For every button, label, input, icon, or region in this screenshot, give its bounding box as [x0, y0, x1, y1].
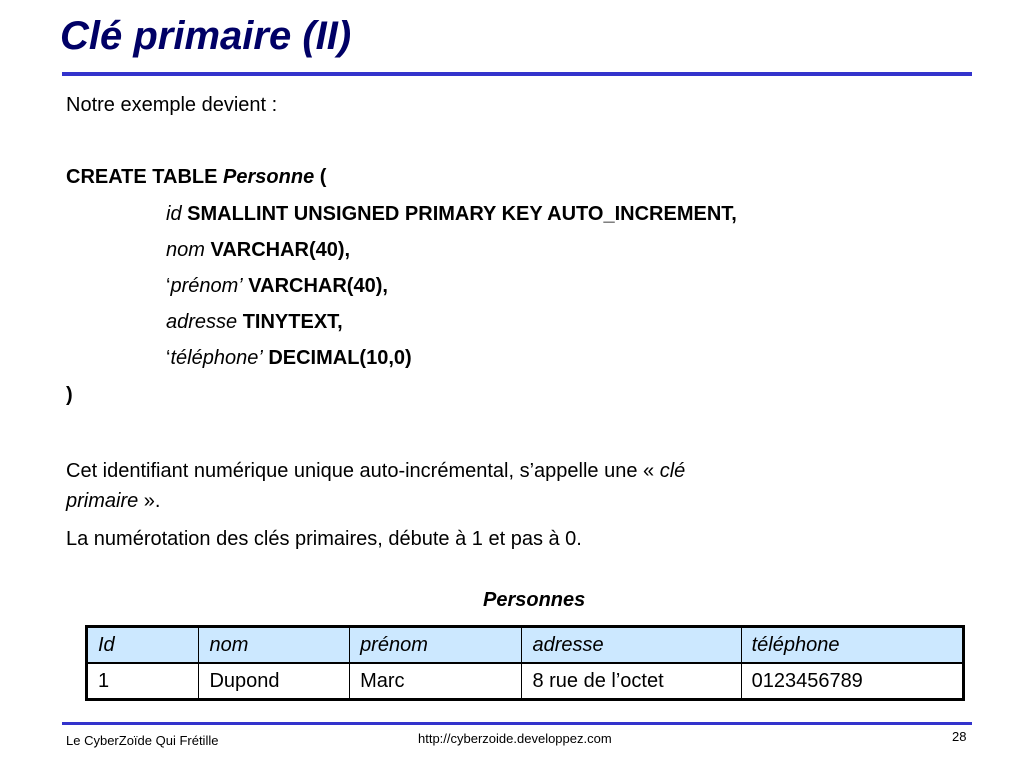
explanation-line-3: La numérotation des clés primaires, débute à 1 et pas à 0.	[66, 528, 582, 550]
personnes-table	[85, 625, 965, 701]
table-cell: 0123456789	[741, 663, 963, 700]
sql-field-name: téléphone’	[170, 347, 263, 369]
sql-field-type: SMALLINT UNSIGNED PRIMARY KEY AUTO_INCREMENT,	[187, 203, 737, 225]
sql-field-name: nom	[166, 239, 205, 261]
sql-field-type: DECIMAL(10,0)	[268, 347, 412, 369]
page-number: 28	[952, 729, 967, 744]
sql-field-name: id	[166, 203, 182, 225]
table-row	[87, 663, 964, 700]
sql-create-line	[66, 165, 326, 189]
sql-table-name: Personne	[223, 166, 315, 188]
title-underline	[62, 72, 972, 76]
sql-field-row	[166, 346, 412, 370]
sql-field-quote: ‘	[166, 347, 171, 369]
sql-create-keyword: CREATE TABLE	[66, 166, 218, 188]
explanation-text: ».	[138, 490, 161, 512]
explanation-emphasis: primaire	[66, 490, 139, 512]
explanation-line-2	[66, 489, 161, 513]
column-header-adresse: adresse	[522, 627, 741, 664]
sql-field-row	[166, 238, 350, 262]
column-header-nom: nom	[199, 627, 350, 664]
sql-field-row	[166, 310, 343, 334]
column-header-telephone: téléphone	[741, 627, 963, 664]
sql-field-type: VARCHAR(40),	[248, 275, 388, 297]
table-cell: 8 rue de l’octet	[522, 663, 741, 700]
sql-open-paren: (	[319, 166, 327, 188]
table-header-row	[87, 627, 964, 664]
table-caption: Personnes	[483, 589, 586, 611]
explanation-line-1	[66, 459, 685, 483]
sql-close-paren: )	[66, 384, 73, 406]
footer-url: http://cyberzoide.developpez.com	[418, 731, 612, 746]
table-cell: 1	[87, 663, 199, 700]
column-header-id: Id	[87, 627, 199, 664]
sql-field-row	[166, 274, 388, 298]
intro-text: Notre exemple devient :	[66, 94, 278, 116]
sql-field-quote: ‘	[166, 275, 171, 297]
sql-field-name: adresse	[166, 311, 238, 333]
sql-field-row	[166, 202, 737, 226]
footer-author: Le CyberZoïde Qui Frétille	[66, 733, 219, 748]
table-cell: Marc	[350, 663, 522, 700]
footer-rule	[62, 722, 972, 725]
explanation-text: Cet identifiant numérique unique auto-incrémental, s’appelle une «	[66, 460, 660, 482]
sql-field-type: TINYTEXT,	[242, 311, 343, 333]
table-cell: Dupond	[199, 663, 350, 700]
column-header-prenom: prénom	[350, 627, 522, 664]
slide-title: Clé primaire (II)	[60, 14, 352, 58]
sql-field-name: prénom’	[170, 275, 243, 297]
explanation-emphasis: clé	[659, 460, 686, 482]
sql-field-type: VARCHAR(40),	[210, 239, 351, 261]
